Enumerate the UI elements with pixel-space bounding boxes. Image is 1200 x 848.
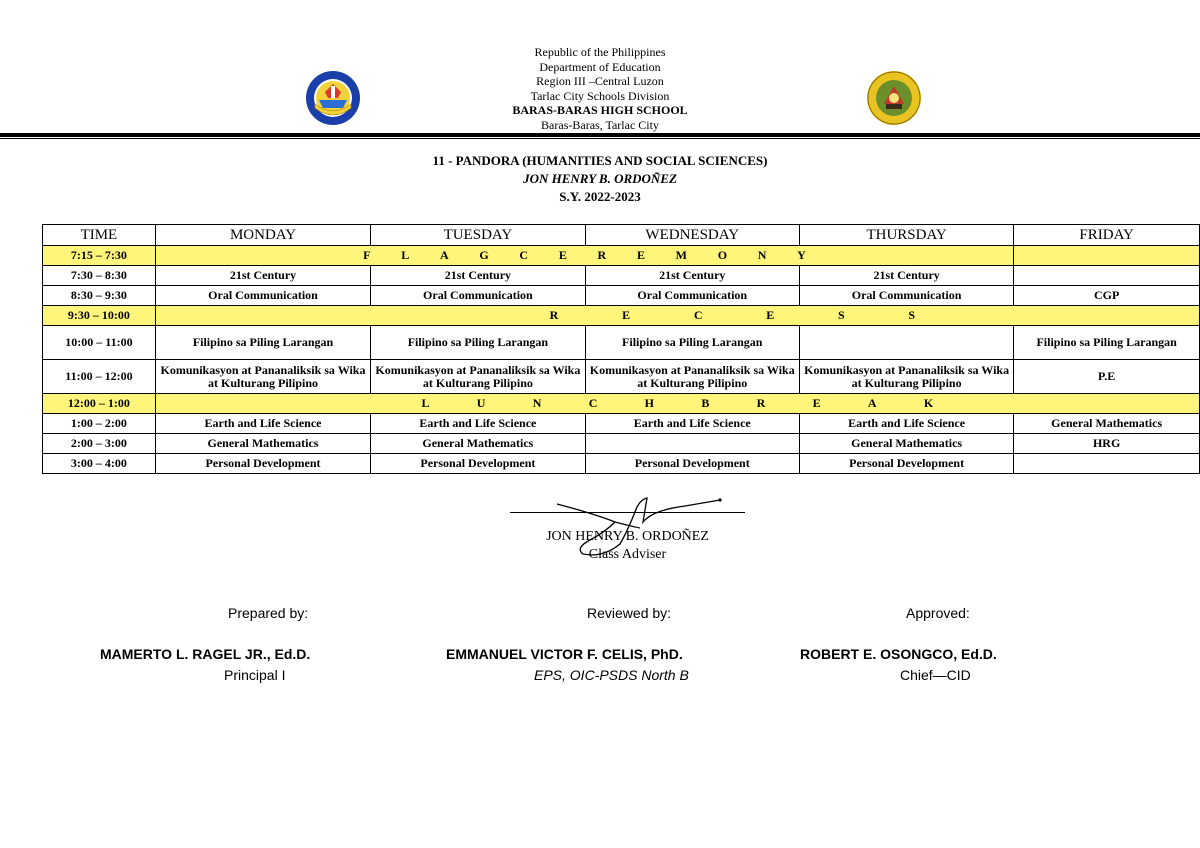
time-cell: 2:00 – 3:00 (43, 434, 156, 454)
flag-ceremony-letter: N (757, 248, 767, 262)
recess-letter: E (622, 308, 631, 322)
lunch-break-letter: L (421, 396, 430, 410)
lunch-break-letter: B (701, 396, 710, 410)
schedule-cell: General Mathematics (155, 434, 370, 454)
flag-ceremony-letter: E (636, 248, 645, 262)
schedule-cell: Personal Development (585, 454, 799, 474)
schedule-cell: Personal Development (371, 454, 585, 474)
schedule-cell: 21st Century (371, 266, 585, 286)
schedule-cell: 21st Century (155, 266, 370, 286)
recess-letter: E (766, 308, 775, 322)
time-cell: 10:00 – 11:00 (43, 326, 156, 360)
lunch-break-letter: R (756, 396, 766, 410)
col-header-tuesday: TUESDAY (371, 225, 585, 246)
time-cell: 7:30 – 8:30 (43, 266, 156, 286)
schedule-cell: Earth and Life Science (371, 414, 585, 434)
schedule-cell: Personal Development (799, 454, 1013, 474)
col-header-thursday: THURSDAY (799, 225, 1013, 246)
lunch-break-letter: H (644, 396, 655, 410)
col-header-wednesday: WEDNESDAY (585, 225, 799, 246)
division-line: Tarlac City Schools Division (530, 88, 670, 103)
flag-ceremony-letter: G (479, 248, 489, 262)
time-cell: 7:15 – 7:30 (43, 246, 156, 266)
adviser-role: Class Adviser (588, 547, 667, 562)
schedule-cell: Komunikasyon at Pananaliksik sa Wika at Kulturang Pilipino (799, 360, 1013, 394)
flag-ceremony-letter: Y (797, 248, 806, 262)
schedule-cell: Komunikasyon at Pananaliksik sa Wika at Kulturang Pilipino (371, 360, 585, 394)
lunch-break-letter: C (588, 396, 598, 410)
department-line: Department of Education (539, 59, 661, 74)
schedule-cell: P.E (1014, 360, 1200, 394)
section-title: 11 - PANDORA (HUMANITIES AND SOCIAL SCIENCES) (432, 153, 768, 168)
school-year: S.Y. 2022-2023 (559, 189, 641, 204)
schedule-cell: Oral Communication (371, 286, 585, 306)
flag-ceremony-letter: C (519, 248, 529, 262)
country-line: Republic of the Philippines (534, 45, 666, 59)
schedule-cell: CGP (1014, 286, 1200, 306)
schedule-cell: Earth and Life Science (585, 414, 799, 434)
prepared-by-name: MAMERTO L. RAGEL JR., Ed.D. (100, 646, 311, 662)
schedule-cell: General Mathematics (1014, 414, 1200, 434)
school-address: Baras-Baras, Tarlac City (541, 117, 659, 132)
col-header-friday: FRIDAY (1014, 225, 1200, 246)
schedule-cell: Personal Development (155, 454, 370, 474)
lunch-break-letter: A (867, 396, 877, 410)
recess-letter: S (837, 308, 845, 322)
schedule-cell: Komunikasyon at Pananaliksik sa Wika at Kulturang Pilipino (155, 360, 370, 394)
schedule-cell: Komunikasyon at Pananaliksik sa Wika at Kulturang Pilipino (585, 360, 799, 394)
flag-ceremony-letter: L (401, 248, 410, 262)
approved-label: Approved: (906, 605, 970, 621)
schedule-cell: Oral Communication (155, 286, 370, 306)
schedule-cell: Oral Communication (585, 286, 799, 306)
prepared-by-label: Prepared by: (228, 605, 309, 621)
reviewed-by-label: Reviewed by: (587, 605, 672, 621)
col-header-time: TIME (43, 225, 156, 246)
schedule-cell: Oral Communication (799, 286, 1013, 306)
time-cell: 8:30 – 9:30 (43, 286, 156, 306)
region-line: Region III –Central Luzon (536, 74, 664, 89)
recess-letter: R (549, 308, 559, 322)
schedule-cell: Earth and Life Science (155, 414, 370, 434)
schedule-cell: Filipino sa Piling Larangan (371, 326, 585, 360)
recess-letter: C (693, 308, 703, 322)
time-cell: 9:30 – 10:00 (43, 306, 156, 326)
reviewed-by-name: EMMANUEL VICTOR F. CELIS, PhD. (446, 646, 683, 662)
approved-by-name: ROBERT E. OSONGCO, Ed.D. (800, 646, 997, 662)
approved-by-position: Chief—CID (900, 667, 971, 683)
schedule-cell: General Mathematics (799, 434, 1013, 454)
flag-ceremony-letter: A (439, 248, 449, 262)
schedule-cell: Filipino sa Piling Larangan (1014, 326, 1200, 360)
adviser-title: JON HENRY B. ORDOÑEZ (523, 171, 677, 186)
schedule-cell: 21st Century (799, 266, 1013, 286)
lunch-break-letter: U (476, 396, 486, 410)
lunch-break-letter: E (812, 396, 821, 410)
schedule-cell: Filipino sa Piling Larangan (585, 326, 799, 360)
adviser-name: JON HENRY B. ORDOÑEZ (546, 529, 709, 544)
flag-ceremony-letter: R (597, 248, 607, 262)
time-cell: 3:00 – 4:00 (43, 454, 156, 474)
time-cell: 12:00 – 1:00 (43, 394, 156, 414)
flag-ceremony-letter: O (717, 248, 728, 262)
schedule-cell: Filipino sa Piling Larangan (155, 326, 370, 360)
schedule-cell: General Mathematics (371, 434, 585, 454)
recess-letter: S (908, 308, 916, 322)
reviewed-by-position: EPS, OIC-PSDS North B (534, 667, 689, 683)
col-header-monday: MONDAY (155, 225, 370, 246)
flag-ceremony-letter: M (675, 248, 687, 262)
time-cell: 11:00 – 12:00 (43, 360, 156, 394)
lunch-break-letter: K (923, 396, 934, 410)
schedule-cell: Earth and Life Science (799, 414, 1013, 434)
prepared-by-position: Principal I (224, 667, 286, 683)
schedule-cell: 21st Century (585, 266, 799, 286)
school-name: BARAS-BARAS HIGH SCHOOL (512, 103, 688, 118)
flag-ceremony-letter: F (363, 248, 371, 262)
lunch-break-letter: N (532, 396, 542, 410)
flag-ceremony-letter: E (558, 248, 567, 262)
schedule-cell: HRG (1014, 434, 1200, 454)
time-cell: 1:00 – 2:00 (43, 414, 156, 434)
